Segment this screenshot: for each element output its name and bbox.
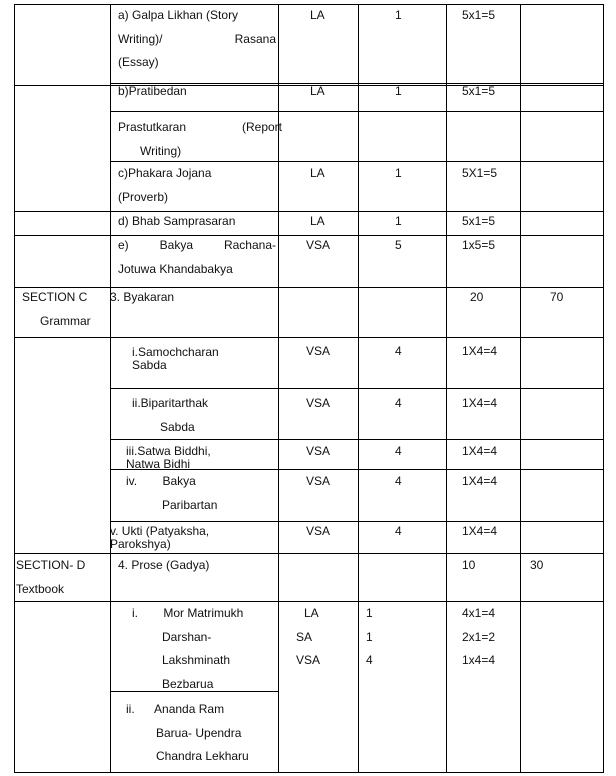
cell-galpa-marks: 5x1=5: [462, 8, 496, 22]
cell-phakara-sub: [118, 162, 211, 209]
cell-mor-qtys: [366, 602, 373, 673]
cell-phakara-marks: 5X1=5: [462, 166, 498, 180]
text-line: Sabda: [132, 358, 167, 372]
cell-secc-total: 70: [550, 290, 564, 304]
text-line: [126, 470, 217, 494]
cell-galpa-sub: [118, 4, 276, 75]
text-line: iii.Satwa Biddhi,: [126, 444, 211, 458]
text-line: LA: [304, 606, 319, 620]
text-line: 1x4=4: [462, 653, 496, 667]
grid-rule-v: [358, 4, 359, 773]
cell-bhab-sub: d) Bhab Samprasaran: [118, 214, 236, 228]
text-line: Grammar: [40, 313, 91, 328]
cell-galpa-qty: 1: [395, 8, 402, 22]
grid-rule-h: [14, 85, 604, 86]
cell-mor-marks: [462, 602, 495, 673]
cell-bakya-marks: 1x5=5: [462, 238, 496, 252]
text-line: (Proverb): [118, 189, 169, 204]
text-line: 1: [366, 629, 373, 644]
text-line: 2x1=2: [462, 629, 496, 644]
text-line: Sabda: [160, 419, 195, 434]
justified-line: [118, 234, 276, 258]
cell-ukti-marks: 1X4=4: [462, 524, 498, 538]
grid-rule-h: [14, 772, 604, 773]
cell-satwa-qty: 4: [395, 444, 402, 458]
grid-rule-v: [520, 4, 521, 773]
cell-secd-marks: 10: [462, 558, 476, 572]
cell-bipar-qty: 4: [395, 396, 402, 410]
text-line: [126, 698, 249, 722]
cell-phakara-type: LA: [310, 166, 325, 180]
cell-bhab-type: LA: [310, 214, 325, 228]
text-line: Writing): [140, 143, 182, 158]
text-line: Textbook: [16, 581, 65, 596]
cell-bakya-sub: [118, 234, 276, 281]
text-line: 4: [366, 653, 373, 667]
text-line: VSA: [296, 653, 321, 667]
grid-rule-h: [110, 439, 604, 440]
text-line: Bezbarua: [162, 676, 214, 691]
text-line: Lakshminath: [162, 653, 231, 667]
cell-satwa-marks: 1X4=4: [462, 444, 498, 458]
text-line: v. Ukti (Patyaksha,: [110, 524, 210, 538]
text-word: Bakya: [159, 238, 193, 252]
text-word: Prastutkaran: [118, 120, 187, 134]
cell-secd-sub: 4. Prose (Gadya): [118, 558, 210, 572]
cell-paribar-qty: 4: [395, 474, 402, 488]
text-line: (Essay): [118, 55, 159, 69]
cell-bakya-type: VSA: [306, 238, 331, 252]
cell-secd-section: [16, 554, 85, 601]
cell-satwa-type: VSA: [306, 444, 331, 458]
text-word: (Report: [241, 120, 282, 134]
grid-rule-h: [14, 337, 604, 338]
cell-bakya-qty: 5: [395, 238, 402, 252]
cell-secd-total: 30: [530, 558, 544, 572]
cell-galpa-type: LA: [310, 8, 325, 22]
cell-samoch-sub: [132, 346, 219, 372]
grid-rule-h: [110, 388, 604, 389]
cell-bipar-sub: [132, 392, 208, 439]
grid-rule-h: [14, 211, 604, 212]
text-word: ii.: [126, 702, 135, 716]
text-line: Parokshya): [110, 537, 171, 551]
cell-secc-section: [22, 286, 91, 333]
cell-ukti-sub: [110, 525, 209, 551]
text-line: Darshan-: [162, 629, 212, 644]
justified-line: [118, 116, 282, 140]
cell-pratibedan-type: LA: [310, 84, 325, 98]
grid-rule-h: [14, 553, 604, 554]
text-word: Rasana: [234, 31, 276, 46]
text-word: Bakya: [162, 474, 196, 488]
cell-ukti-type: VSA: [306, 524, 331, 538]
cell-paribar-type: VSA: [306, 474, 331, 488]
cell-ananda-sub: [126, 698, 249, 769]
cell-pratibedan-marks: 5x1=5: [462, 84, 496, 98]
text-word: e): [118, 238, 129, 252]
cell-paribar-sub: [126, 470, 217, 517]
text-line: Chandra Lekharu: [156, 749, 249, 763]
text-line: Barua- Upendra: [156, 725, 242, 740]
cell-paribar-marks: 1X4=4: [462, 474, 498, 488]
cell-phakara-qty: 1: [395, 166, 402, 180]
cell-pratibedan-qty: 1: [395, 84, 402, 98]
cell-secc-marks: 20: [470, 290, 484, 304]
cell-samoch-qty: 4: [395, 344, 402, 358]
marks-distribution-table: [14, 4, 604, 773]
text-word: Ananda Ram: [154, 702, 225, 716]
text-word: Mor Matrimukh: [163, 606, 244, 620]
cell-prastut-sub: [118, 116, 282, 163]
grid-rule-v: [14, 4, 15, 773]
text-word: Rachana-: [223, 238, 276, 252]
cell-samoch-marks: 1X4=4: [462, 344, 498, 358]
grid-rule-h: [14, 287, 604, 288]
cell-secc-sub: 3. Byakaran: [110, 290, 175, 304]
justified-line: [118, 28, 276, 52]
text-line: c)Phakara Jojana: [118, 166, 212, 180]
cell-mor-sub: [132, 602, 243, 696]
cell-bipar-marks: 1X4=4: [462, 396, 498, 410]
text-line: ii.Biparitarthak: [132, 396, 209, 410]
grid-rule-h: [110, 111, 604, 112]
text-line: a) Galpa Likhan (Story: [118, 8, 239, 22]
text-word: i.: [132, 606, 138, 620]
text-line: SECTION C: [22, 290, 88, 304]
grid-rule-h: [14, 4, 604, 5]
text-word: iv.: [126, 474, 138, 488]
cell-bhab-marks: 5x1=5: [462, 214, 496, 228]
text-line: Paribartan: [162, 497, 218, 512]
text-line: Natwa Bidhi: [126, 457, 191, 471]
cell-bhab-qty: 1: [395, 214, 402, 228]
cell-ukti-qty: 4: [395, 524, 402, 538]
text-line: 4x1=4: [462, 606, 496, 620]
cell-pratibedan-sub: b)Pratibedan: [118, 84, 187, 98]
cell-samoch-type: VSA: [306, 344, 331, 358]
text-line: SECTION- D: [16, 558, 86, 572]
cell-satwa-sub: [126, 445, 211, 471]
grid-rule-v: [110, 4, 111, 773]
text-line: 1: [366, 606, 373, 620]
text-line: SA: [296, 629, 313, 644]
text-line: i.Samochcharan: [132, 345, 219, 359]
cell-mor-types: [296, 602, 320, 673]
cell-bipar-type: VSA: [306, 396, 331, 410]
text-word: Writing)/: [118, 31, 163, 46]
grid-rule-v: [446, 4, 447, 773]
text-line: Jotuwa Khandabakya: [118, 261, 233, 276]
grid-rule-h: [110, 521, 604, 522]
text-line: [132, 602, 243, 626]
grid-rule-v: [603, 4, 604, 773]
